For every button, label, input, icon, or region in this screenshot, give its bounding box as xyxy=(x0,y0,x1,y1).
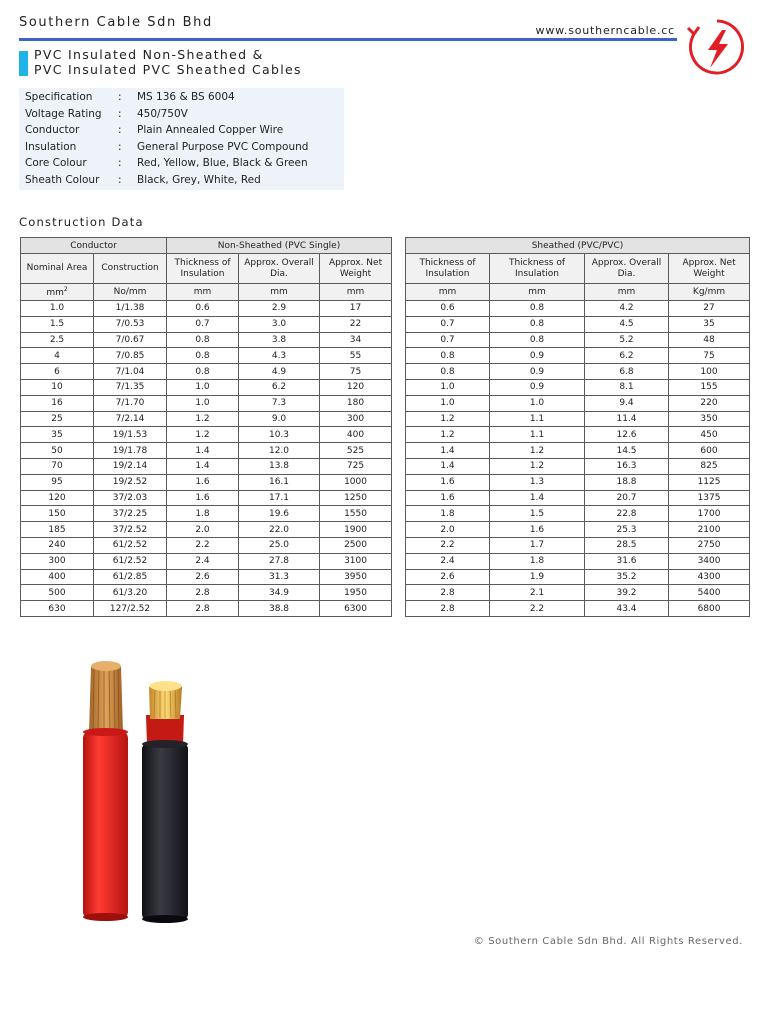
table-cell: 127/2.52 xyxy=(94,601,167,617)
spec-colon: : xyxy=(118,140,122,153)
column-header-insulation-thickness: Thickness of Insulation xyxy=(167,254,239,284)
table-row xyxy=(21,427,392,443)
table-cell: 10.3 xyxy=(239,427,320,443)
table-cell: 1700 xyxy=(669,506,750,522)
column-header-construction: Construction xyxy=(94,254,167,284)
spec-value: General Purpose PVC Compound xyxy=(137,140,309,153)
table-cell: 0.8 xyxy=(167,348,239,364)
unit-cell: mm xyxy=(320,284,392,301)
table-cell: 4.5 xyxy=(585,316,669,332)
unit-cell: mm xyxy=(490,284,585,301)
table-cell: 2750 xyxy=(669,537,750,553)
table-row xyxy=(406,458,750,474)
table-cell: 6300 xyxy=(320,601,392,617)
table-row xyxy=(21,316,392,332)
table-cell: 95 xyxy=(21,474,94,490)
table-cell: 2100 xyxy=(669,522,750,538)
table-cell: 600 xyxy=(669,443,750,459)
table-row xyxy=(21,443,392,459)
table-row xyxy=(406,569,750,585)
specification-box xyxy=(19,88,344,190)
table-cell: 7/1.70 xyxy=(94,395,167,411)
table-cell: 1.9 xyxy=(490,569,585,585)
table-cell: 70 xyxy=(21,458,94,474)
cable-sample-image-icon xyxy=(72,655,200,923)
table-cell: 1.2 xyxy=(406,411,490,427)
table-cell: 19/2.52 xyxy=(94,474,167,490)
table-cell: 0.8 xyxy=(406,348,490,364)
unit-area xyxy=(21,284,94,301)
table-cell: 37/2.25 xyxy=(94,506,167,522)
table-row xyxy=(406,332,750,348)
table-cell: 11.4 xyxy=(585,411,669,427)
table-row xyxy=(406,395,750,411)
table-cell: 75 xyxy=(669,348,750,364)
table-row xyxy=(21,474,392,490)
table-cell: 120 xyxy=(320,379,392,395)
table-cell: 450 xyxy=(669,427,750,443)
table-row xyxy=(21,601,392,617)
table-cell: 6800 xyxy=(669,601,750,617)
table-column-header-row xyxy=(406,254,750,284)
table-cell: 2.5 xyxy=(21,332,94,348)
table-row xyxy=(406,316,750,332)
table-cell: 19/2.14 xyxy=(94,458,167,474)
table-cell: 39.2 xyxy=(585,585,669,601)
table-row xyxy=(21,348,392,364)
table-cell: 1.5 xyxy=(21,316,94,332)
table-cell: 1.6 xyxy=(490,522,585,538)
table-row xyxy=(406,490,750,506)
spec-colon: : xyxy=(118,124,122,137)
table-cell: 120 xyxy=(21,490,94,506)
column-header-overall-diameter: Approx. Overall Dia. xyxy=(239,254,320,284)
table-cell: 1000 xyxy=(320,474,392,490)
table-row xyxy=(406,348,750,364)
section-heading-construction: Construction Data xyxy=(19,215,144,229)
table-cell: 37/2.03 xyxy=(94,490,167,506)
title-accent-bar xyxy=(19,51,28,76)
table-cell: 155 xyxy=(669,379,750,395)
page-title xyxy=(34,47,302,77)
table-row xyxy=(406,427,750,443)
table-cell: 300 xyxy=(21,553,94,569)
table-cell: 0.6 xyxy=(167,301,239,317)
spec-value: Plain Annealed Copper Wire xyxy=(137,124,284,137)
table-cell: 1.0 xyxy=(21,301,94,317)
table-cell: 20.7 xyxy=(585,490,669,506)
spec-label: Insulation xyxy=(25,140,77,153)
table-cell: 2.8 xyxy=(167,601,239,617)
table-cell: 1.8 xyxy=(490,553,585,569)
table-cell: 1950 xyxy=(320,585,392,601)
table-cell: 7/0.85 xyxy=(94,348,167,364)
table-cell: 7.3 xyxy=(239,395,320,411)
table-cell: 1.4 xyxy=(167,443,239,459)
table-row xyxy=(406,522,750,538)
table-cell: 25.0 xyxy=(239,537,320,553)
table-cell: 300 xyxy=(320,411,392,427)
table-cell: 1550 xyxy=(320,506,392,522)
company-name: Southern Cable Sdn Bhd xyxy=(19,15,213,30)
spec-colon: : xyxy=(118,91,122,103)
table-cell: 725 xyxy=(320,458,392,474)
column-header-net-weight: Approx. Net Weight xyxy=(320,254,392,284)
table-cell: 61/2.52 xyxy=(94,537,167,553)
table-cell: 0.8 xyxy=(490,332,585,348)
table-cell: 55 xyxy=(320,348,392,364)
table-row xyxy=(406,301,750,317)
table-cell: 1.0 xyxy=(406,379,490,395)
table-cell: 1.1 xyxy=(490,411,585,427)
table-cell: 1.3 xyxy=(490,474,585,490)
table-cell: 31.6 xyxy=(585,553,669,569)
spec-label: Voltage Rating xyxy=(25,107,102,120)
table-cell: 12.0 xyxy=(239,443,320,459)
table-cell: 17.1 xyxy=(239,490,320,506)
table-cell: 0.8 xyxy=(167,364,239,380)
table-row xyxy=(21,522,392,538)
table-cell: 2500 xyxy=(320,537,392,553)
table-cell: 0.9 xyxy=(490,379,585,395)
table-row xyxy=(21,301,392,317)
unit-area-base: mm xyxy=(46,288,64,298)
table-cell: 1.2 xyxy=(406,427,490,443)
table-cell: 1.2 xyxy=(490,443,585,459)
table-cell: 1.8 xyxy=(406,506,490,522)
table-cell: 1.1 xyxy=(490,427,585,443)
table-cell: 7/2.14 xyxy=(94,411,167,427)
unit-cell: No/mm xyxy=(94,284,167,301)
table-cell: 5400 xyxy=(669,585,750,601)
spec-value: Red, Yellow, Blue, Black & Green xyxy=(137,157,308,170)
table-row xyxy=(406,364,750,380)
table-row xyxy=(406,474,750,490)
column-header-net-weight: Approx. Net Weight xyxy=(669,254,750,284)
table-cell: 2.8 xyxy=(406,585,490,601)
table-cell: 185 xyxy=(21,522,94,538)
table-cell: 2.4 xyxy=(406,553,490,569)
table-cell: 28.5 xyxy=(585,537,669,553)
table-cell: 7/0.67 xyxy=(94,332,167,348)
table-cell: 0.7 xyxy=(167,316,239,332)
table-cell: 4 xyxy=(21,348,94,364)
table-cell: 22.0 xyxy=(239,522,320,538)
spec-colon: : xyxy=(118,157,122,170)
table-cell: 400 xyxy=(21,569,94,585)
table-cell: 2.2 xyxy=(167,537,239,553)
table-cell: 1.4 xyxy=(167,458,239,474)
table-cell: 38.8 xyxy=(239,601,320,617)
unit-cell: mm xyxy=(167,284,239,301)
table-cell: 3.0 xyxy=(239,316,320,332)
table-cell: 13.8 xyxy=(239,458,320,474)
table-cell: 0.9 xyxy=(490,364,585,380)
table-cell: 1.6 xyxy=(406,490,490,506)
table-units-row xyxy=(406,284,750,301)
table-cell: 16.3 xyxy=(585,458,669,474)
column-header-insulation-thickness: Thickness of Insulation xyxy=(406,254,490,284)
table-cell: 6.2 xyxy=(239,379,320,395)
table-group-header-row xyxy=(21,238,392,254)
table-cell: 0.8 xyxy=(490,301,585,317)
table-cell: 75 xyxy=(320,364,392,380)
table-row xyxy=(21,585,392,601)
table-cell: 1.6 xyxy=(167,474,239,490)
page-title-line1: PVC Insulated Non-Sheathed & xyxy=(34,47,264,62)
table-row xyxy=(21,364,392,380)
unit-cell: mm xyxy=(585,284,669,301)
table-row xyxy=(21,332,392,348)
table-cell: 5.2 xyxy=(585,332,669,348)
table-cell: 2.0 xyxy=(167,522,239,538)
table-cell: 19/1.53 xyxy=(94,427,167,443)
table-cell: 7/0.53 xyxy=(94,316,167,332)
table-cell: 7/1.04 xyxy=(94,364,167,380)
table-cell: 0.8 xyxy=(490,316,585,332)
table-cell: 7/1.35 xyxy=(94,379,167,395)
table-cell: 1900 xyxy=(320,522,392,538)
column-header-nominal-area: Nominal Area xyxy=(21,254,94,284)
table-cell: 1.4 xyxy=(406,458,490,474)
unit-area-exponent: 2 xyxy=(63,286,68,293)
column-header-sheath-thickness: Thickness of Insulation xyxy=(490,254,585,284)
table-cell: 6.2 xyxy=(585,348,669,364)
table-cell: 14.5 xyxy=(585,443,669,459)
table-cell: 8.1 xyxy=(585,379,669,395)
table-cell: 3950 xyxy=(320,569,392,585)
table-cell: 61/2.85 xyxy=(94,569,167,585)
table-cell: 3400 xyxy=(669,553,750,569)
non-sheathed-table xyxy=(20,237,392,617)
website-link[interactable]: www.southerncable.cc xyxy=(535,24,675,37)
table-cell: 630 xyxy=(21,601,94,617)
table-cell: 25 xyxy=(21,411,94,427)
table-cell: 27.8 xyxy=(239,553,320,569)
table-cell: 1.4 xyxy=(406,443,490,459)
table-cell: 1.0 xyxy=(490,395,585,411)
table-cell: 19/1.78 xyxy=(94,443,167,459)
table-cell: 9.4 xyxy=(585,395,669,411)
table-cell: 2.0 xyxy=(406,522,490,538)
table-cell: 0.8 xyxy=(406,364,490,380)
table-cell: 25.3 xyxy=(585,522,669,538)
unit-cell: Kg/mm xyxy=(669,284,750,301)
table-row xyxy=(21,411,392,427)
table-cell: 34.9 xyxy=(239,585,320,601)
spec-value: 450/750V xyxy=(137,107,188,120)
table-cell: 400 xyxy=(320,427,392,443)
table-row xyxy=(406,506,750,522)
table-cell: 0.8 xyxy=(167,332,239,348)
table-cell: 17 xyxy=(320,301,392,317)
table-cell: 12.6 xyxy=(585,427,669,443)
table-cell: 2.8 xyxy=(167,585,239,601)
table-cell: 1/1.38 xyxy=(94,301,167,317)
table-cell: 48 xyxy=(669,332,750,348)
table-cell: 1125 xyxy=(669,474,750,490)
spec-colon: : xyxy=(118,174,122,186)
table-cell: 2.9 xyxy=(239,301,320,317)
table-cell: 35 xyxy=(21,427,94,443)
table-cell: 0.6 xyxy=(406,301,490,317)
table-cell: 150 xyxy=(21,506,94,522)
table-cell: 0.7 xyxy=(406,332,490,348)
table-group-header-row xyxy=(406,238,750,254)
table-row xyxy=(21,395,392,411)
table-row xyxy=(406,553,750,569)
table-cell: 1.0 xyxy=(406,395,490,411)
sheathed-table xyxy=(405,237,750,617)
table-cell: 1.6 xyxy=(406,474,490,490)
table-row xyxy=(406,379,750,395)
table-cell: 34 xyxy=(320,332,392,348)
table-cell: 525 xyxy=(320,443,392,459)
table-cell: 500 xyxy=(21,585,94,601)
group-header-non-sheathed: Non-Sheathed (PVC Single) xyxy=(167,238,392,254)
table-cell: 1.2 xyxy=(167,427,239,443)
table-cell: 50 xyxy=(21,443,94,459)
table-cell: 180 xyxy=(320,395,392,411)
table-cell: 2.4 xyxy=(167,553,239,569)
header-divider xyxy=(19,38,677,41)
table-cell: 100 xyxy=(669,364,750,380)
table-cell: 1.7 xyxy=(490,537,585,553)
table-cell: 43.4 xyxy=(585,601,669,617)
table-cell: 61/2.52 xyxy=(94,553,167,569)
group-header-conductor: Conductor xyxy=(21,238,167,254)
table-cell: 4.2 xyxy=(585,301,669,317)
table-cell: 2.6 xyxy=(406,569,490,585)
table-row xyxy=(21,553,392,569)
table-cell: 1375 xyxy=(669,490,750,506)
table-row xyxy=(21,537,392,553)
table-cell: 1.2 xyxy=(490,458,585,474)
group-header-sheathed: Sheathed (PVC/PVC) xyxy=(406,238,750,254)
spec-label: Specification xyxy=(25,91,93,103)
table-cell: 1.4 xyxy=(490,490,585,506)
table-cell: 1.6 xyxy=(167,490,239,506)
unit-cell: mm xyxy=(406,284,490,301)
table-cell: 1.5 xyxy=(490,506,585,522)
table-cell: 0.9 xyxy=(490,348,585,364)
table-cell: 35 xyxy=(669,316,750,332)
table-cell: 1.2 xyxy=(167,411,239,427)
lightning-bolt-circle-logo-icon xyxy=(686,16,748,80)
table-cell: 1250 xyxy=(320,490,392,506)
table-cell: 2.2 xyxy=(490,601,585,617)
table-units-row xyxy=(21,284,392,301)
table-cell: 3.8 xyxy=(239,332,320,348)
table-cell: 2.6 xyxy=(167,569,239,585)
spec-colon: : xyxy=(118,107,122,120)
table-cell: 2.8 xyxy=(406,601,490,617)
table-cell: 2.2 xyxy=(406,537,490,553)
table-cell: 6 xyxy=(21,364,94,380)
copyright-footer: © Southern Cable Sdn Bhd. All Rights Reserved. xyxy=(473,936,743,947)
table-cell: 22 xyxy=(320,316,392,332)
table-cell: 22.8 xyxy=(585,506,669,522)
table-cell: 3100 xyxy=(320,553,392,569)
table-cell: 61/3.20 xyxy=(94,585,167,601)
table-cell: 19.6 xyxy=(239,506,320,522)
table-cell: 27 xyxy=(669,301,750,317)
table-cell: 1.0 xyxy=(167,395,239,411)
table-cell: 16.1 xyxy=(239,474,320,490)
unit-cell: mm xyxy=(239,284,320,301)
table-cell: 16 xyxy=(21,395,94,411)
spec-label: Core Colour xyxy=(25,157,87,170)
table-row xyxy=(21,458,392,474)
table-row xyxy=(21,490,392,506)
table-column-header-row xyxy=(21,254,392,284)
table-cell: 9.0 xyxy=(239,411,320,427)
table-row xyxy=(406,585,750,601)
table-row xyxy=(21,569,392,585)
table-cell: 825 xyxy=(669,458,750,474)
table-row xyxy=(406,601,750,617)
table-cell: 35.2 xyxy=(585,569,669,585)
table-cell: 2.1 xyxy=(490,585,585,601)
spec-value: MS 136 & BS 6004 xyxy=(137,91,235,103)
column-header-overall-diameter: Approx. Overall Dia. xyxy=(585,254,669,284)
table-cell: 1.0 xyxy=(167,379,239,395)
table-cell: 240 xyxy=(21,537,94,553)
table-row xyxy=(21,506,392,522)
table-cell: 350 xyxy=(669,411,750,427)
table-row xyxy=(406,411,750,427)
table-cell: 4300 xyxy=(669,569,750,585)
page-title-line2: PVC Insulated PVC Sheathed Cables xyxy=(34,62,302,77)
spec-label: Sheath Colour xyxy=(25,174,100,186)
table-cell: 37/2.52 xyxy=(94,522,167,538)
spec-label: Conductor xyxy=(25,124,80,137)
table-row xyxy=(21,379,392,395)
table-cell: 10 xyxy=(21,379,94,395)
table-row xyxy=(406,537,750,553)
table-cell: 6.8 xyxy=(585,364,669,380)
table-cell: 4.3 xyxy=(239,348,320,364)
table-cell: 4.9 xyxy=(239,364,320,380)
table-row xyxy=(406,443,750,459)
table-cell: 0.7 xyxy=(406,316,490,332)
spec-value: Black, Grey, White, Red xyxy=(137,174,261,186)
table-cell: 18.8 xyxy=(585,474,669,490)
table-cell: 1.8 xyxy=(167,506,239,522)
table-cell: 220 xyxy=(669,395,750,411)
table-cell: 31.3 xyxy=(239,569,320,585)
